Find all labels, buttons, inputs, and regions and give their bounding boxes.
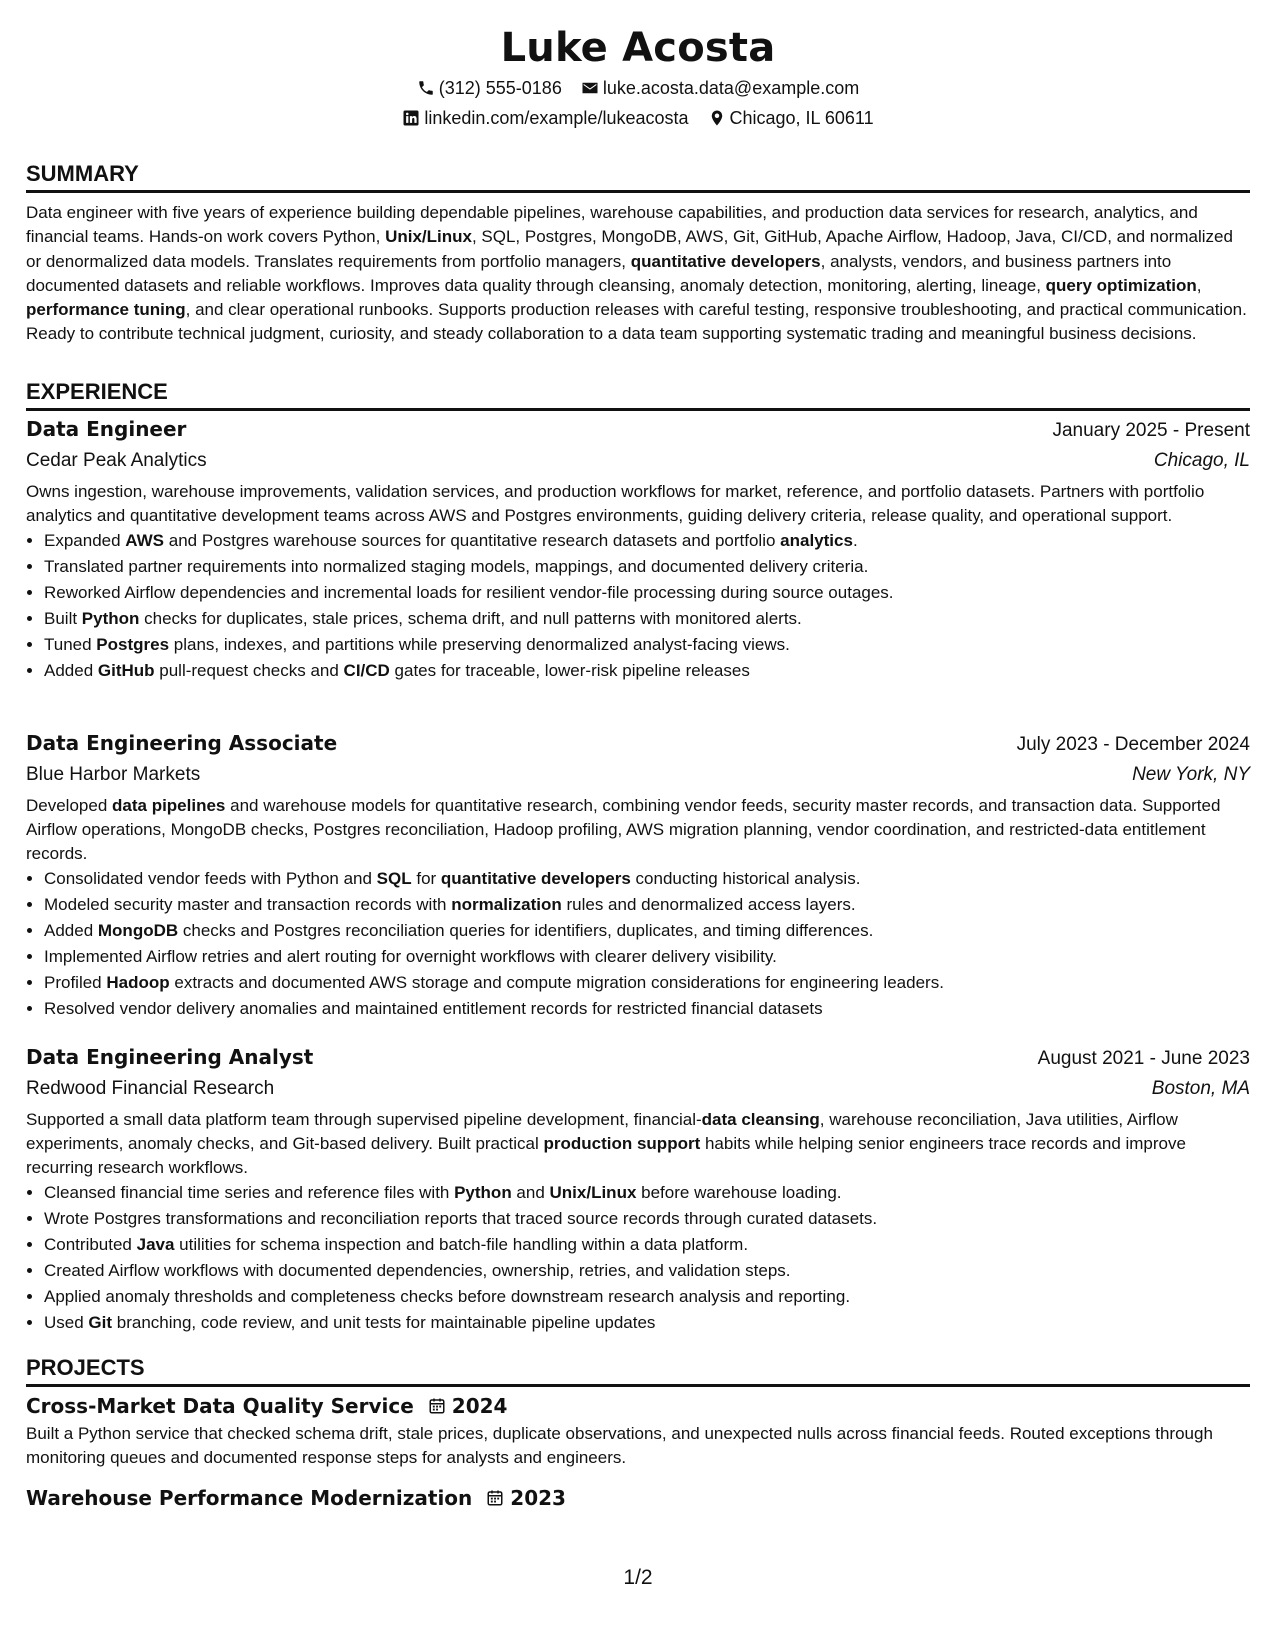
linkedin-text[interactable]: linkedin.com/example/lukeacosta [424,108,689,128]
project-entry [26,1484,1250,1512]
job-bullets [26,1180,1250,1336]
linkedin-icon [402,109,420,127]
list-item: • Tuned Postgres plans, indexes, and partitions while preserving denormalized analyst-facing views. [44,632,1250,658]
company-name: Cedar Peak Analytics [26,450,207,471]
section-heading: EXPERIENCE [26,378,1250,411]
summary-text: Data engineer with five years of experience building dependable pipelines, warehouse capabilities, and production data services for research, analytics, and financial teams. Hands-on work covers Python, Unix/Linux, SQL, Postgres, MongoDB, AWS, Git, GitHub, Apache Airflow, Hadoop, Java, CI/CD, and normalized or denormalized data models. Translates requirements from portfolio managers, quantitative developers, analysts, vendors, and business partners into documented datasets and reliable workflows. Improves data quality through cleansing, anomaly detection, monitoring, alerting, lineage, query optimization, performance tuning, and clear operational runbooks. Supports production releases with careful testing, responsive troubleshooting, and practical communication. Ready to contribute technical judgment, curiosity, and steady collaboration to a data team supporting systematic trading and meaningful business decisions. [26,203,1247,344]
list-item: • Created Airflow workflows with documented dependencies, ownership, retries, and validation steps. [44,1258,1250,1284]
summary-section [26,160,1250,347]
list-item: • Modeled security master and transaction records with normalization rules and denormalized access layers. [44,892,1250,918]
job-title: Data Engineering Associate [26,731,338,755]
job-title: Data Engineer [26,417,187,441]
project-name: Cross-Market Data Quality Service [26,1394,414,1418]
job-bullets [26,528,1250,684]
section-heading: PROJECTS [26,1354,1250,1387]
list-item: • Consolidated vendor feeds with Python and SQL for quantitative developers conducting historical analysis. [44,866,1250,892]
job-location: Boston, MA [1151,1078,1250,1099]
contact-row-1 [26,76,1250,103]
list-item: • Reworked Airflow dependencies and incremental loads for resilient vendor-file processing during source outages. [44,580,1250,606]
job-title: Data Engineering Analyst [26,1045,314,1069]
list-item: • Expanded AWS and Postgres warehouse sources for quantitative research datasets and portfolio analytics. [44,528,1250,554]
email-text[interactable]: luke.acosta.data@example.com [602,78,860,98]
job-description: Supported a small data platform team through supervised pipeline development, financial-data cleansing, warehouse reconciliation, Java utilities, Airflow experiments, anomaly checks, and Git-based delivery. Built practical production support habits while helping senior engineers trace records and improve recurring research workflows. [26,1110,1186,1177]
calendar-icon [486,1489,504,1507]
list-item: • Profiled Hadoop extracts and documented AWS storage and compute migration considerations for engineering leaders. [44,970,1250,996]
list-item: • Implemented Airflow retries and alert routing for overnight workflows with clearer delivery visibility. [44,944,1250,970]
project-year: 2023 [510,1486,566,1510]
job-description: Developed data pipelines and warehouse models for quantitative research, combining vendor feeds, security master records, and transaction data. Supported Airflow operations, MongoDB checks, Postgres reconciliation, Hadoop profiling, AWS migration planning, vendor coordination, and restricted-data entitlement records. [26,796,1221,863]
resume-page [26,0,1250,1650]
calendar-icon [428,1397,446,1415]
contact-row-2 [26,106,1250,133]
job-entry [26,728,1250,1022]
job-dates: July 2023 - December 2024 [1016,734,1250,755]
list-item: • Added GitHub pull-request checks and CI/CD gates for traceable, lower-risk pipeline releases [44,658,1250,684]
list-item: • Translated partner requirements into normalized staging models, mappings, and documented delivery criteria. [44,554,1250,580]
projects-section [26,1354,1250,1387]
list-item: • Contributed Java utilities for schema inspection and batch-file handling within a data platform. [44,1232,1250,1258]
job-bullets [26,866,1250,1022]
list-item: • Wrote Postgres transformations and reconciliation reports that traced source records through curated datasets. [44,1206,1250,1232]
list-item: • Built Python checks for duplicates, stale prices, schema drift, and null patterns with monitored alerts. [44,606,1250,632]
phone-contact [417,76,562,100]
experience-section [26,378,1250,411]
envelope-icon [581,79,599,97]
job-description: Owns ingestion, warehouse improvements, validation services, and production workflows for market, reference, and portfolio datasets. Partners with portfolio analytics and quantitative development teams across AWS and Postgres environments, guiding delivery criteria, release quality, and operational support. [26,482,1205,525]
list-item: • Resolved vendor delivery anomalies and maintained entitlement records for restricted financial datasets [44,996,1250,1022]
company-name: Redwood Financial Research [26,1078,275,1099]
project-entry [26,1392,1250,1470]
job-dates: August 2021 - June 2023 [1037,1048,1250,1069]
project-name: Warehouse Performance Modernization [26,1486,473,1510]
location-contact [708,106,874,130]
phone-icon [417,79,435,97]
job-dates: January 2025 - Present [1052,420,1250,441]
email-contact[interactable] [581,76,859,100]
company-name: Blue Harbor Markets [26,764,201,785]
project-year: 2024 [451,1394,508,1418]
section-heading: SUMMARY [26,160,1250,193]
job-location: New York, NY [1132,764,1250,785]
job-entry [26,1042,1250,1336]
project-description: Built a Python service that checked schema drift, stale prices, duplicate observations, and unexpected nulls across financial feeds. Routed exceptions through monitoring queues and documented response steps for analysts and engineers. [26,1424,1213,1467]
job-entry [26,414,1250,684]
job-location: Chicago, IL [1153,450,1250,471]
page-number: 1/2 [623,1566,653,1589]
phone-text: (312) 555-0186 [438,78,562,98]
list-item: • Applied anomaly thresholds and completeness checks before downstream research analysis and reporting. [44,1284,1250,1310]
list-item: • Added MongoDB checks and Postgres reconciliation queries for identifiers, duplicates, and timing differences. [44,918,1250,944]
list-item: • Used Git branching, code review, and unit tests for maintainable pipeline updates [44,1310,1250,1336]
candidate-name: Luke Acosta [500,25,776,71]
location-text: Chicago, IL 60611 [729,108,874,128]
map-pin-icon [708,109,726,127]
linkedin-contact[interactable] [402,106,688,130]
list-item: • Cleansed financial time series and reference files with Python and Unix/Linux before warehouse loading. [44,1180,1250,1206]
